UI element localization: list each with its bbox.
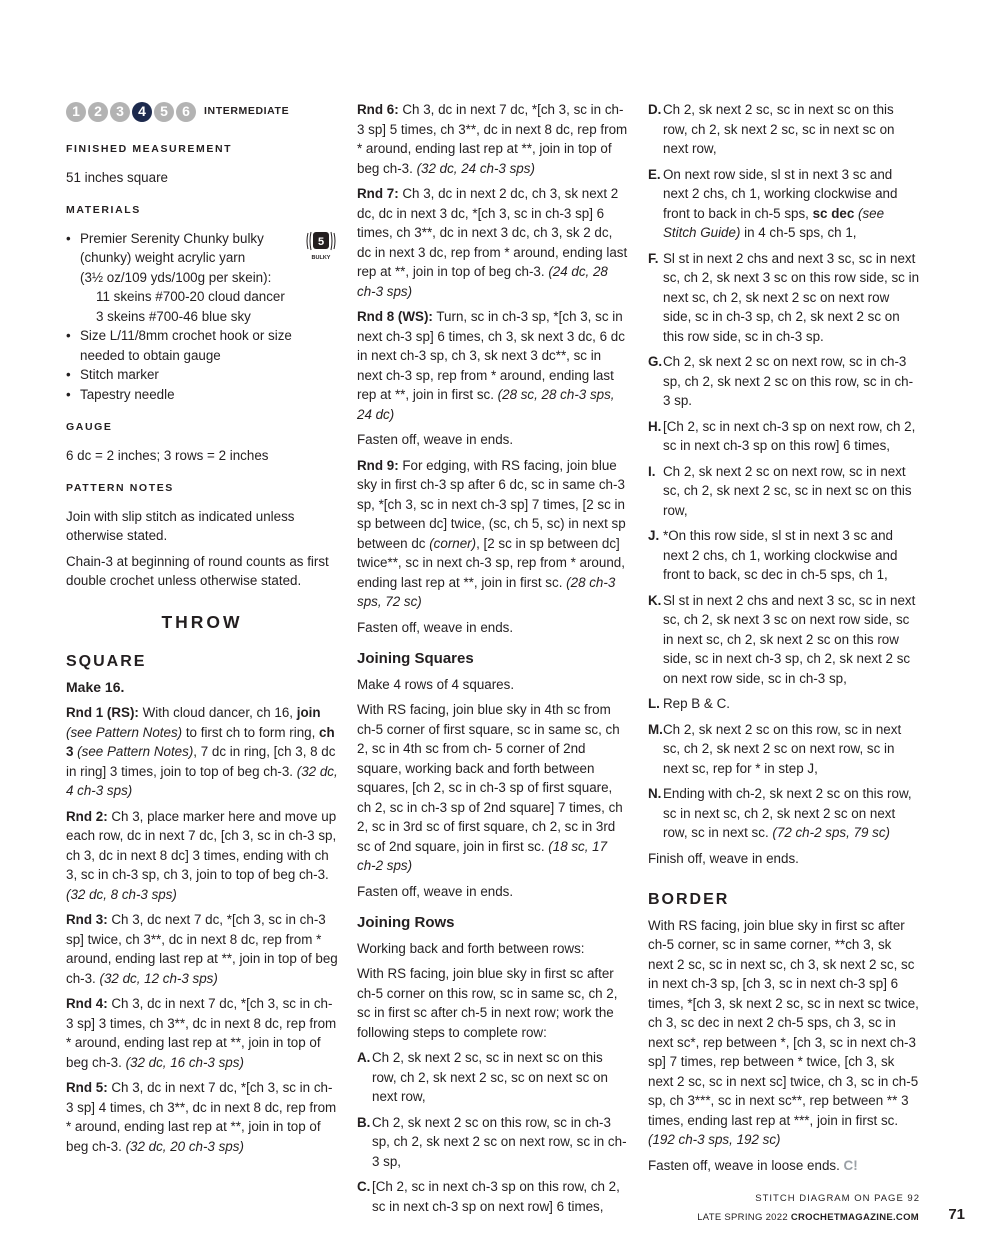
skill-dot-3: 3	[110, 102, 130, 122]
footer-credit: LATE SPRING 2022 CROCHETMAGAZINE.COM	[697, 1212, 919, 1223]
step-j: J. *On this row side, sl st in next 3 sc and next 2 chs, ch 1, working clockwise and front to back, sc dec in ch-5 sps, ch 1,	[648, 528, 898, 582]
skill-dot-2: 2	[88, 102, 108, 122]
fasten-off-1: Fasten off, weave in ends.	[357, 432, 514, 447]
material-hook: • Size L/11/8mm crochet hook or size needed to obtain gauge	[66, 326, 338, 365]
round-3: Rnd 3: Ch 3, dc next 7 dc, *[ch 3, sc in ch-3 sp] twice, ch 3**, dc in next 8 dc, rep from * around, ending last rep at **, join in top of beg ch-3. (32 dc, 12 ch-3 sps)	[66, 912, 338, 986]
gauge-heading: GAUGE	[66, 421, 113, 433]
notes-heading: PATTERN NOTES	[66, 482, 174, 494]
note-2: Chain-3 at beginning of round counts as first double crochet unless otherwise stated.	[66, 553, 329, 588]
border-heading: BORDER	[648, 891, 730, 908]
step-m: M. Ch 2, sk next 2 sc on this row, sc in next sc, ch 2, sk next 2 sc on next row, sc in next sc, rep for * in step J,	[648, 721, 902, 776]
border-text: With RS facing, join blue sky in first sc after ch-5 corner, sc in same corner, **ch 3, sk next 2 sc, sc in next sc, ch 3, sk next 2 sc, sc in next ch-3 sp, [ch 3, sc in next ch-3 sp] 6 times, *[ch 3, sk next 2 sc, sc in next sc twice, ch 3, sc dec in next 2 ch-5 sps, ch 3, sc in next sc*, rep between *, [ch 3, sc in next ch-3 sp] 7 times, rep between * twice, [ch 3, sk next 2 sc, sc in next sc] twice, ch 3, sc in ch-5 sp, ch 3***, sc in next sc**, rep between ** 3 times, ending last rep at ***, join in first sc. (192 ch-3 sps, 192 sc)	[648, 917, 919, 1147]
finished-heading: FINISHED MEASUREMENT	[66, 143, 233, 155]
finished-text: 51 inches square	[66, 169, 168, 185]
make-count: Make 16.	[66, 678, 125, 695]
step-e: E. On next row side, sl st in next 3 sc and next 2 chs, ch 1, working clockwise and front to back in ch-5 sps, sc dec (see Stitch Guide) in 4 ch-5 sps, ch 1,	[648, 166, 898, 240]
end-mark-icon: C!	[843, 1157, 858, 1173]
joining-squares-heading: Joining Squares	[357, 650, 474, 667]
round-9: Rnd 9: For edging, with RS facing, join blue sky in first ch-3 sp after 6 dc, sc in same ch-3 sp, *[ch 3, sc in next ch-3 sp] 7 times, [2 sc in sp between dc] twice, (sc, ch 5, sc) in next sp between dc (corner), [2 sc in sp between dc] twice**, sc in next ch-3 sp, rep from * around, ending last rep at **, join in first sc. (28 ch-3 sps, 72 sc)	[357, 457, 626, 609]
round-8: Rnd 8 (WS): Turn, sc in ch-3 sp, *[ch 3, sc in next ch-3 sp] 6 times, ch 3, sk next 3 dc, 6 dc in next ch-3 sp, ch 3, sk next 3 dc**, sc in next ch-3 sp, rep from * around, ending last rep at **, join in first sc. (28 sc, 28 ch-3 sps, 24 dc)	[357, 309, 625, 422]
square-heading: SQUARE	[66, 653, 147, 670]
skill-dot-5: 5	[154, 102, 174, 122]
materials-heading: MATERIALS	[66, 204, 141, 216]
material-marker: • Stitch marker	[66, 365, 338, 385]
step-c: C. [Ch 2, sc in next ch-3 sp on this row, ch 2, sc in next ch-3 sp on next row] 6 times,	[357, 1179, 620, 1214]
page-number: 71	[948, 1206, 965, 1223]
throw-title: THROW	[161, 611, 243, 632]
finish-off: Finish off, weave in ends.	[648, 850, 799, 866]
step-h: H. [Ch 2, sc in next ch-3 sp on next row, ch 2, sc in next ch-3 sp on this row] 6 times,	[648, 418, 916, 453]
round-6: Rnd 6: Ch 3, dc in next 7 dc, *[ch 3, sc in ch-3 sp] 5 times, ch 3**, dc in next 8 dc, rep from * around, ending last rep at **, join in top of beg ch-3. (32 dc, 24 ch-3 sps)	[357, 102, 628, 176]
fasten-off-2: Fasten off, weave in ends.	[357, 619, 514, 635]
round-1: Rnd 1 (RS): With cloud dancer, ch 16, join (see Pattern Notes) to first ch to form ring, ch 3 (see Pattern Notes), 7 dc in ring, [ch 3, 8 dc in ring] 3 times, join to top of beg ch-3. (32 dc, 4 ch-3 sps)	[66, 705, 338, 798]
skill-dot-4: 4	[132, 102, 152, 122]
stitch-diagram-ref: STITCH DIAGRAM ON PAGE 92	[755, 1193, 920, 1204]
bulky-label: BULKY	[311, 254, 331, 261]
joining-rows-heading: Joining Rows	[357, 914, 455, 931]
joining-squares-fasten: Fasten off, weave in ends.	[357, 883, 514, 899]
joining-rows-p2: With RS facing, join blue sky in first sc after ch-5 corner on this row, sc in same sc, ch 2, sc in first sc after ch-5 in next row; work the following steps to complete row:	[357, 966, 618, 1040]
round-7: Rnd 7: Ch 3, dc in next 2 dc, ch 3, sk next 2 dc, dc in next 3 dc, *[ch 3, sc in ch-3 sp] 6 times, ch 3**, dc in next 3 dc, ch 3, sk 2 dc, dc in next 3 dc, rep from * around, ending last rep at **, join in top of beg ch-3. (24 dc, 28 ch-3 sps)	[357, 186, 628, 299]
joining-rows-p1: Working back and forth between rows:	[357, 940, 585, 956]
skill-dot-6: 6	[176, 102, 196, 122]
round-2: Rnd 2: Ch 3, place marker here and move up each row, dc in next 7 dc, [ch 3, sc in ch-3 sp, ch 3, dc in next 8 dc] 3 times, ending with ch 3, sc in ch-3 sp, ch 3, join to top of beg ch-3. (32 dc, 8 ch-3 sps)	[66, 808, 337, 902]
step-i: I. Ch 2, sk next 2 sc on next row, sc in next sc, ch 2, sk next 2 sc, sc in next sc on this row,	[648, 463, 912, 518]
step-n: N. Ending with ch-2, sk next 2 sc on this row, sc in next sc, ch 2, sk next 2 sc on next row, sc in next sc. (72 ch-2 sps, 79 sc)	[648, 786, 912, 840]
materials-list	[66, 229, 338, 405]
round-5: Rnd 5: Ch 3, dc in next 7 dc, *[ch 3, sc in ch-3 sp] 4 times, ch 3**, dc in next 8 dc, rep from * around, ending last rep at **, join in top of beg ch-3. (32 dc, 20 ch-3 sps)	[66, 1080, 337, 1154]
column-3	[648, 100, 920, 1209]
joining-squares-p2: With RS facing, join blue sky in 4th sc from ch-5 corner of first square, sc in same sc, ch 2, sc in 4th sc from ch- 5 corner of 2nd square, working back and forth between squares, [ch 2, sc in ch-3 sp of first square, ch 2, sc in ch-3 sp of 2nd square] 7 times, ch 2, sc in 3rd sc of first square, ch 2, sc in 3rd sc of 2nd square, join in first sc. (18 sc, 17 ch-2 sps)	[357, 702, 623, 873]
bulky-number: 5	[317, 235, 325, 248]
material-needle: • Tapestry needle	[66, 385, 338, 405]
step-g: G. Ch 2, sk next 2 sc on next row, sc in ch-3 sp, ch 2, sk next 2 sc on this row, sc in ch- 3 sp.	[648, 354, 914, 408]
skill-label: INTERMEDIATE	[204, 105, 290, 118]
border-fasten: Fasten off, weave in loose ends. C!	[648, 1157, 858, 1173]
step-f: F. Sl st in next 2 chs and next 3 sc, sc in next sc, ch 2, sk next 3 sc on this row side, sc in next sc, ch 2, sk next 2 sc on next row side, sc in ch-3 sp, ch 2, sk next 2 sc on this row side, sc in ch-3 sp.	[648, 250, 920, 344]
step-d: D. Ch 2, sk next 2 sc, sc in next sc on this row, ch 2, sk next 2 sc, sc in next sc on next row,	[648, 102, 895, 156]
column-2	[357, 100, 629, 1222]
joining-squares-p1: Make 4 rows of 4 squares.	[357, 676, 515, 692]
note-1: Join with slip stitch as indicated unless otherwise stated.	[66, 508, 295, 543]
step-b: B. Ch 2, sk next 2 sc on this row, sc in ch-3 sp, ch 2, sk next 2 sc on next row, sc in ch-3 sp,	[357, 1114, 627, 1169]
skill-level	[66, 100, 338, 124]
material-yarn: • Premier Serenity Chunky bulky (chunky) weight acrylic yarn (3½ oz/109 yds/100g per skein): 11 skeins #700-20 cloud dancer 3 skeins #700-46 blue sky	[66, 229, 338, 327]
step-l: L. Rep B & C.	[648, 696, 730, 711]
column-1	[66, 100, 338, 1162]
step-a: A. Ch 2, sk next 2 sc, sc in next sc on this row, ch 2, sk next 2 sc, sc on next sc on next row,	[357, 1050, 608, 1104]
gauge-text: 6 dc = 2 inches; 3 rows = 2 inches	[66, 447, 269, 463]
skill-dot-1: 1	[66, 102, 86, 122]
step-k: K. Sl st in next 2 chs and next 3 sc, sc in next sc, ch 2, sk next 3 sc on next row side, sc in next sc, ch 2, sk next 2 sc on this row side, sc in next ch-3 sp, ch 2, sk next 2 sc on next row side, sc in ch-3 sp,	[648, 592, 916, 686]
round-4: Rnd 4: Ch 3, dc in next 7 dc, *[ch 3, sc in ch-3 sp] 3 times, ch 3**, dc in next 8 dc, rep from * around, ending last rep at **, join in top of beg ch-3. (32 dc, 16 ch-3 sps)	[66, 996, 337, 1070]
